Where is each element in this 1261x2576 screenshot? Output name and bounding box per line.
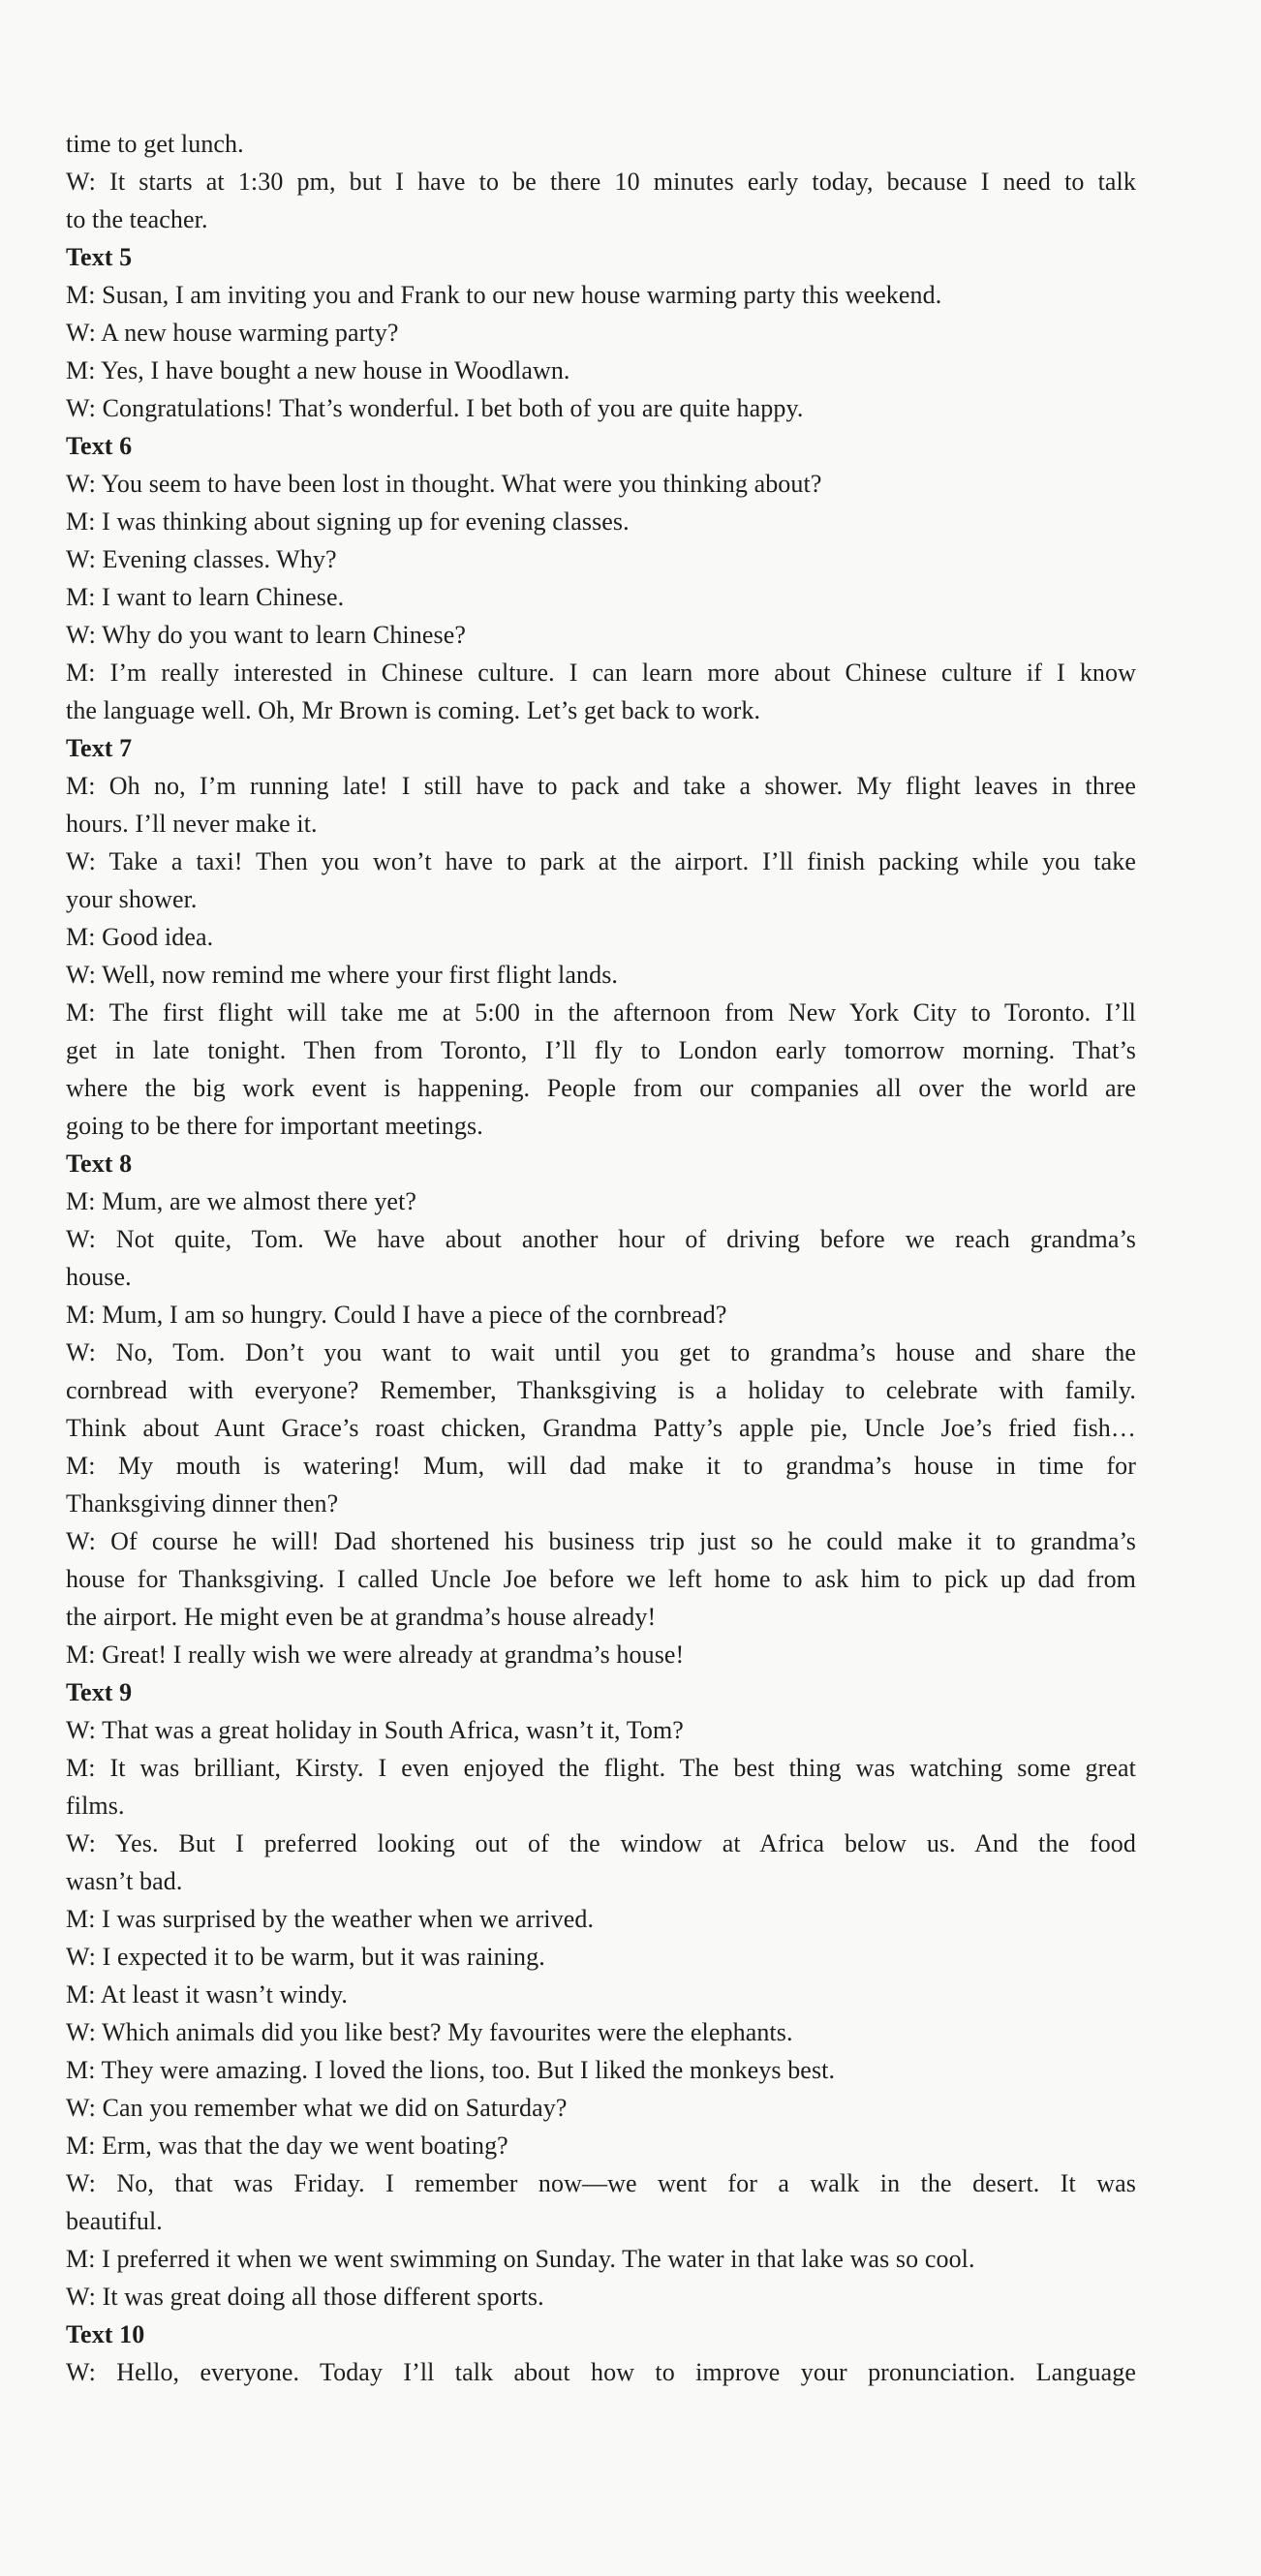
transcript-line: house. [66,1263,132,1291]
transcript-line: W: Which animals did you like best? My favourites were the elephants. [66,2018,793,2046]
transcript-line: W: Why do you want to learn Chinese? [66,621,466,649]
transcript-line: W: It was great doing all those different sports. [66,2283,544,2311]
section-heading: Text 10 [66,2320,145,2348]
transcript-line: wasn’t bad. [66,1867,183,1895]
transcript-line: M: Good idea. [66,923,214,951]
transcript-line: M: They were amazing. I loved the lions, too. But I liked the monkeys best. [66,2056,836,2084]
transcript-line: get in late tonight. Then from Toronto, I’ll fly to London early tomorrow morning. That’s [66,1036,1136,1064]
transcript-line: M: Mum, I am so hungry. Could I have a piece of the cornbread? [66,1301,727,1329]
transcript-page [66,125,1136,2391]
transcript-line: hours. I’ll never make it. [66,810,318,838]
transcript-line: W: Yes. But I preferred looking out of the window at Africa below us. And the food [66,1829,1136,1857]
transcript-line: house for Thanksgiving. I called Uncle Joe before we left home to ask him to pick up dad from [66,1565,1136,1593]
transcript-line: the airport. He might even be at grandma’s house already! [66,1603,657,1631]
transcript-line: W: Can you remember what we did on Saturday? [66,2094,568,2122]
transcript-line: to the teacher. [66,205,208,233]
transcript-line: M: It was brilliant, Kirsty. I even enjoyed the flight. The best thing was watching some great [66,1754,1136,1782]
transcript-line: going to be there for important meetings. [66,1112,483,1140]
transcript-line: M: Yes, I have bought a new house in Woodlawn. [66,356,570,384]
transcript-line: W: Take a taxi! Then you won’t have to park at the airport. I’ll finish packing while you take [66,847,1136,875]
transcript-line: M: Erm, was that the day we went boating? [66,2131,508,2160]
transcript-line: W: I expected it to be warm, but it was raining. [66,1943,545,1971]
transcript-line: M: Great! I really wish we were already at grandma’s house! [66,1641,685,1669]
transcript-line: time to get lunch. [66,130,244,158]
transcript-line: W: No, that was Friday. I remember now—we went for a walk in the desert. It was [66,2169,1136,2197]
transcript-line: M: My mouth is watering! Mum, will dad make it to grandma’s house in time for [66,1452,1136,1480]
transcript-line: M: Mum, are we almost there yet? [66,1187,417,1215]
transcript-line: W: Congratulations! That’s wonderful. I bet both of you are quite happy. [66,394,804,422]
transcript-line: films. [66,1792,125,1820]
transcript-line: M: I’m really interested in Chinese culture. I can learn more about Chinese culture if I know [66,659,1136,687]
transcript-line: W: A new house warming party? [66,319,399,347]
transcript-line: W: Of course he will! Dad shortened his business trip just so he could make it to grandma’s [66,1527,1136,1555]
transcript-line: Thanksgiving dinner then? [66,1489,339,1518]
transcript-line: W: It starts at 1:30 pm, but I have to be there 10 minutes early today, because I need to talk [66,168,1136,196]
transcript-line: the language well. Oh, Mr Brown is coming. Let’s get back to work. [66,696,761,724]
transcript-line: W: You seem to have been lost in thought. What were you thinking about? [66,470,822,498]
transcript-line: M: I preferred it when we went swimming on Sunday. The water in that lake was so cool. [66,2245,975,2273]
transcript-line: M: The first flight will take me at 5:00 in the afternoon from New York City to Toronto. I’ll [66,998,1136,1027]
transcript-line: beautiful. [66,2207,163,2235]
section-heading: Text 5 [66,243,133,271]
transcript-line: W: Not quite, Tom. We have about another hour of driving before we reach grandma’s [66,1225,1136,1253]
transcript-line: M: Oh no, I’m running late! I still have to pack and take a shower. My flight leaves in three [66,772,1136,800]
transcript-line: where the big work event is happening. People from our companies all over the world are [66,1074,1136,1102]
transcript-line: W: That was a great holiday in South Africa, wasn’t it, Tom? [66,1716,684,1744]
section-heading: Text 6 [66,432,133,460]
transcript-line: your shower. [66,885,198,913]
section-heading: Text 8 [66,1150,133,1178]
transcript-line: M: Susan, I am inviting you and Frank to our new house warming party this weekend. [66,281,942,309]
transcript-line: cornbread with everyone? Remember, Thanksgiving is a holiday to celebrate with family. [66,1376,1136,1404]
transcript-line: W: Evening classes. Why? [66,545,337,573]
transcript-line: W: Well, now remind me where your first flight lands. [66,961,619,989]
section-heading: Text 7 [66,734,133,762]
transcript-line: W: Hello, everyone. Today I’ll talk about how to improve your pronunciation. Language [66,2358,1136,2386]
transcript-line: M: I want to learn Chinese. [66,583,345,611]
transcript-line: W: No, Tom. Don’t you want to wait until you get to grandma’s house and share the [66,1338,1136,1366]
transcript-line: M: I was thinking about signing up for evening classes. [66,507,630,536]
transcript-line: Think about Aunt Grace’s roast chicken, Grandma Patty’s apple pie, Uncle Joe’s fried fish… [66,1414,1136,1442]
section-heading: Text 9 [66,1678,133,1706]
transcript-line: M: I was surprised by the weather when we arrived. [66,1905,595,1933]
transcript-line: M: At least it wasn’t windy. [66,1980,348,2009]
